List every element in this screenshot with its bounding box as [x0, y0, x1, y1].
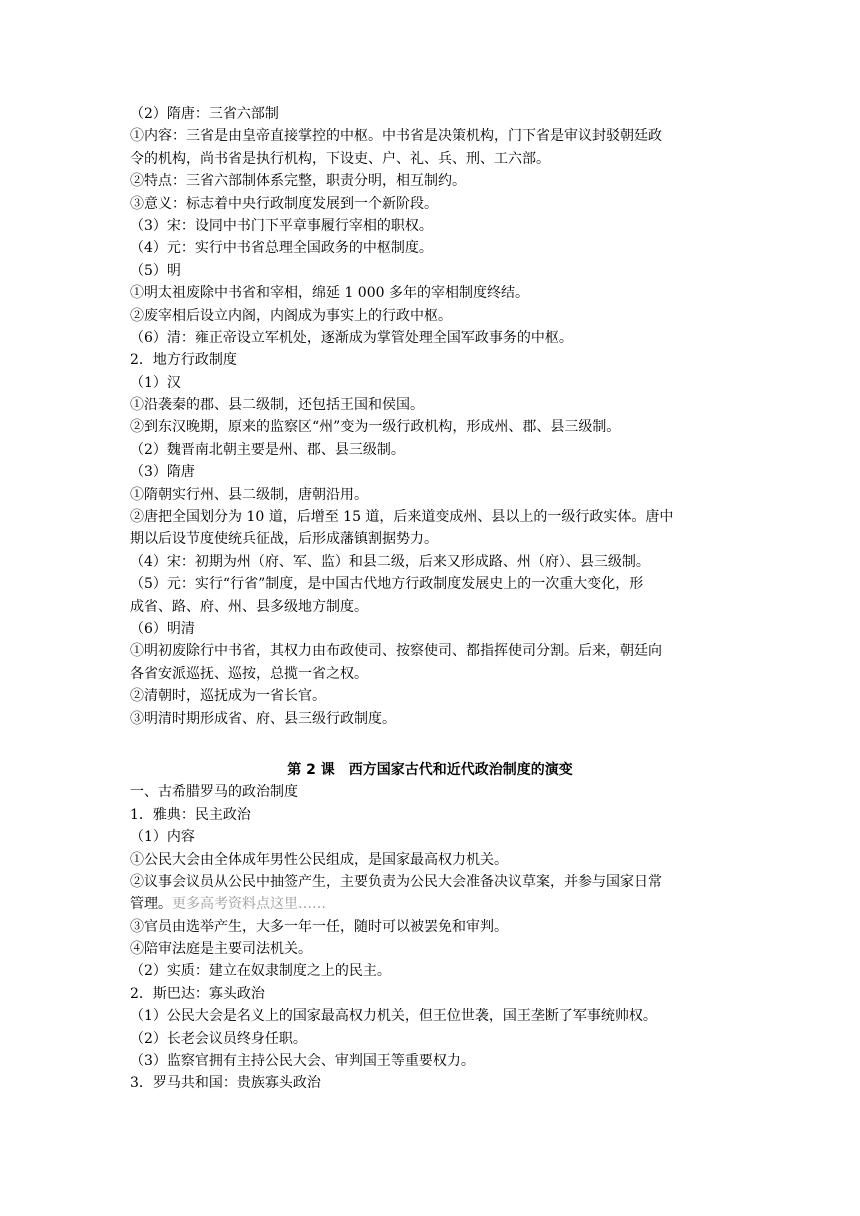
text-fragment: 管理。: [130, 896, 172, 913]
lesson-title: 第 2 课 西方国家古代和近代政治制度的演变: [287, 761, 573, 778]
text-line: ②议事会议员从公民中抽签产生，主要负责为公民大会准备决议草案，并参与国家日常: [130, 873, 662, 890]
text-line: （3）监察官拥有主持公民大会、审判国王等重要权力。: [130, 1053, 475, 1070]
text-line: （1）内容: [130, 829, 195, 846]
text-line: ①公民大会由全体成年男性公民组成，是国家最高权力机关。: [130, 851, 508, 868]
section-heading: 1．雅典：民主政治: [130, 806, 251, 823]
text-line: （2）长老会议员终身任职。: [130, 1030, 307, 1047]
text-line: ①隋朝实行州、县二级制，唐朝沿用。: [130, 486, 368, 503]
text-line-with-link: [130, 893, 730, 915]
text-line: （2）魏晋南北朝主要是州、郡、县三级制。: [130, 441, 405, 458]
text-line: 各省安派巡抚、巡按，总揽一省之权。: [130, 665, 368, 682]
section-heading: 2．地方行政制度: [130, 352, 237, 369]
text-line: 期以后设节度使统兵征战，后形成藩镇割据势力。: [130, 531, 438, 548]
text-line: ①明初废除行中书省，其权力由布政使司、按察使司、都指挥使司分割。后来，朝廷向: [130, 643, 662, 660]
text-line: （4）元：实行中书省总理全国政务的中枢制度。: [130, 240, 433, 257]
text-line: （3）宋：设同中书门下平章事履行宰相的职权。: [130, 217, 433, 234]
text-line: （5）元：实行“行省”制度，是中国古代地方行政制度发展史上的一次重大变化，形: [130, 576, 644, 593]
text-line: （5）明: [130, 262, 181, 279]
text-line: 成省、路、府、州、县多级地方制度。: [130, 598, 368, 615]
text-line: 令的机构，尚书省是执行机构，下设吏、户、礼、兵、刑、工六部。: [130, 150, 550, 167]
text-line: （6）清：雍正帝设立军机处，逐渐成为掌管处理全国军政事务的中枢。: [130, 329, 573, 346]
promo-link[interactable]: 更多高考资料点这里……: [172, 896, 326, 913]
text-line: （4）宋：初期为州（府、军、监）和县二级，后来又形成路、州（府）、县三级制。: [130, 553, 650, 570]
text-line: ④陪审法庭是主要司法机关。: [130, 941, 312, 958]
text-line: （2）实质：建立在奴隶制度之上的民主。: [130, 963, 391, 980]
document-body: [130, 103, 730, 1095]
text-line: ①明太祖废除中书省和宰相，绵延 1 000 多年的宰相制度终结。: [130, 285, 529, 302]
text-line: ③意义：标志着中央行政制度发展到一个新阶段。: [130, 195, 438, 212]
text-line: （3）隋唐: [130, 464, 195, 481]
section-heading: 一、古希腊罗马的政治制度: [130, 784, 298, 801]
text-line: ①沿袭秦的郡、县二级制，还包括王国和侯国。: [130, 397, 424, 414]
text-line: ②清朝时，巡抚成为一省长官。: [130, 688, 326, 705]
text-line: （2）隋唐：三省六部制: [130, 106, 279, 122]
section-heading: 2．斯巴达：寡头政治: [130, 985, 265, 1002]
text-line: （1）公民大会是名义上的国家最高权力机关，但王位世袭，国王垄断了军事统帅权。: [130, 1008, 657, 1025]
section-heading: 3．罗马共和国：贵族寡头政治: [130, 1075, 321, 1092]
text-line: ③明清时期形成省、府、县三级行政制度。: [130, 710, 396, 727]
text-line: ②到东汉晚期，原来的监察区“州”变为一级行政机构，形成州、郡、县三级制。: [130, 419, 621, 436]
text-line: ②特点：三省六部制体系完整，职责分明，相互制约。: [130, 173, 466, 190]
text-line: ①内容：三省是由皇帝直接掌控的中枢。中书省是决策机构，门下省是审议封驳朝廷政: [130, 128, 662, 145]
text-line: （1）汉: [130, 374, 181, 391]
text-line: ③官员由选举产生，大多一年一任，随时可以被罢免和审判。: [130, 918, 508, 935]
text-line: ②废宰相后设立内阁，内阁成为事实上的行政中枢。: [130, 307, 452, 324]
text-line: ②唐把全国划分为 10 道，后增至 15 道，后来道变成州、县以上的一级行政实体。唐中: [130, 509, 674, 526]
text-line: （6）明清: [130, 620, 195, 637]
